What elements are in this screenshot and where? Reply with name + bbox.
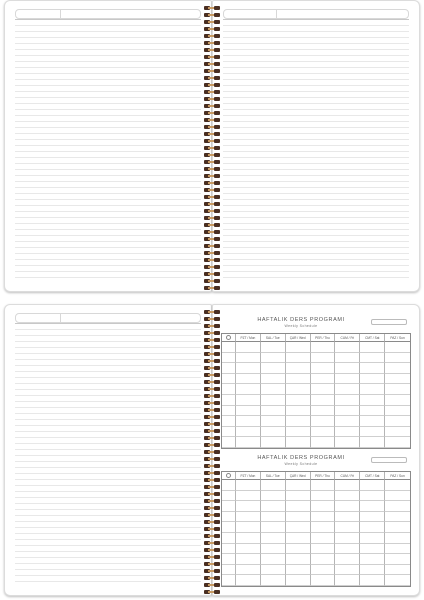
schedule-subtitle: Weekly Schedule: [284, 324, 318, 328]
schedule-cell[interactable]: [385, 565, 410, 576]
schedule-cell[interactable]: [360, 395, 385, 406]
schedule-cell[interactable]: [286, 363, 311, 374]
time-slot-cell[interactable]: [222, 384, 236, 395]
ruled-lines: [15, 19, 201, 281]
schedule-cell[interactable]: [311, 575, 336, 586]
spiral-ring: [203, 436, 221, 440]
schedule-cell[interactable]: [286, 512, 311, 523]
time-slot-cell[interactable]: [222, 522, 236, 533]
schedule-cell[interactable]: [236, 416, 261, 427]
schedule-cell[interactable]: [311, 437, 336, 448]
schedule-cell[interactable]: [385, 522, 410, 533]
schedule-cell[interactable]: [311, 416, 336, 427]
schedule-cell[interactable]: [385, 427, 410, 438]
schedule-cell[interactable]: [335, 491, 360, 502]
day-column-header: PZT / Mon: [236, 472, 261, 480]
schedule-cell[interactable]: [236, 512, 261, 523]
schedule-cell[interactable]: [286, 374, 311, 385]
schedule-cell[interactable]: [311, 480, 336, 491]
ruled-lines: [223, 19, 409, 281]
spiral-ring: [203, 555, 221, 559]
spiral-ring: [203, 478, 221, 482]
schedule-cell[interactable]: [335, 533, 360, 544]
schedule-cell[interactable]: [286, 554, 311, 565]
spiral-binding: [203, 6, 221, 290]
schedule-cell[interactable]: [261, 437, 286, 448]
schedule-cell[interactable]: [335, 427, 360, 438]
spiral-ring: [203, 562, 221, 566]
schedule-cell[interactable]: [385, 512, 410, 523]
schedule-cell[interactable]: [311, 427, 336, 438]
spiral-ring: [203, 415, 221, 419]
time-slot-cell[interactable]: [222, 575, 236, 586]
schedule-cell[interactable]: [286, 480, 311, 491]
schedule-title: HAFTALIK DERS PROGRAMI: [257, 455, 345, 461]
schedule-cell[interactable]: [360, 575, 385, 586]
schedule-cell[interactable]: [236, 342, 261, 353]
schedule-cell[interactable]: [385, 342, 410, 353]
schedule-cell[interactable]: [360, 491, 385, 502]
schedule-cell[interactable]: [311, 363, 336, 374]
time-column-header: [222, 472, 236, 480]
schedule-cell[interactable]: [311, 522, 336, 533]
spiral-ring: [203, 272, 221, 276]
schedule-cell[interactable]: [236, 374, 261, 385]
day-column-header: CUM / Fri: [335, 334, 360, 342]
schedule-cell[interactable]: [360, 565, 385, 576]
spiral-ring: [203, 76, 221, 80]
spiral-ring: [203, 195, 221, 199]
spiral-ring: [203, 244, 221, 248]
schedule-cell[interactable]: [360, 374, 385, 385]
schedule-cell[interactable]: [335, 565, 360, 576]
schedule-cell[interactable]: [360, 554, 385, 565]
schedule-cell[interactable]: [236, 565, 261, 576]
schedule-cell[interactable]: [311, 565, 336, 576]
schedule-cell[interactable]: [236, 575, 261, 586]
time-slot-cell[interactable]: [222, 416, 236, 427]
time-slot-cell[interactable]: [222, 363, 236, 374]
spiral-ring: [203, 188, 221, 192]
spiral-ring: [203, 324, 221, 328]
weekly-schedule: [221, 317, 411, 449]
spiral-ring: [203, 202, 221, 206]
schedule-cell[interactable]: [335, 353, 360, 364]
schedule-cell[interactable]: [311, 374, 336, 385]
schedule-cell[interactable]: [335, 374, 360, 385]
spiral-ring: [203, 69, 221, 73]
schedule-cell[interactable]: [385, 544, 410, 555]
time-slot-cell[interactable]: [222, 374, 236, 385]
day-column-header: SAL / Tue: [261, 334, 286, 342]
schedule-subtitle: Weekly Schedule: [284, 462, 318, 466]
schedule-cell[interactable]: [385, 437, 410, 448]
spiral-ring: [203, 485, 221, 489]
spiral-ring: [203, 258, 221, 262]
schedule-cell[interactable]: [335, 342, 360, 353]
schedule-cell[interactable]: [236, 437, 261, 448]
schedule-cell[interactable]: [385, 575, 410, 586]
schedule-cell[interactable]: [311, 501, 336, 512]
spiral-ring: [203, 450, 221, 454]
spiral-ring: [203, 90, 221, 94]
top-right-page: [212, 0, 420, 292]
spiral-ring: [203, 97, 221, 101]
day-column-header: CUM / Fri: [335, 472, 360, 480]
schedule-cell[interactable]: [335, 554, 360, 565]
schedule-cell[interactable]: [261, 363, 286, 374]
spiral-ring: [203, 160, 221, 164]
spiral-ring: [203, 429, 221, 433]
spiral-ring: [203, 34, 221, 38]
spiral-ring: [203, 181, 221, 185]
schedule-cell[interactable]: [385, 533, 410, 544]
schedule-cell[interactable]: [286, 395, 311, 406]
page-header-box: [15, 313, 201, 323]
time-slot-cell[interactable]: [222, 342, 236, 353]
schedule-cell[interactable]: [236, 406, 261, 417]
schedule-cell[interactable]: [385, 416, 410, 427]
schedule-cell[interactable]: [261, 395, 286, 406]
schedule-cell[interactable]: [286, 575, 311, 586]
spiral-ring: [203, 366, 221, 370]
schedule-cell[interactable]: [236, 522, 261, 533]
spiral-ring: [203, 286, 221, 290]
spiral-binding: [203, 310, 221, 594]
spiral-ring: [203, 541, 221, 545]
spiral-ring: [203, 83, 221, 87]
spiral-ring: [203, 548, 221, 552]
schedule-cell[interactable]: [236, 491, 261, 502]
day-column-header: CMT / Sat: [360, 472, 385, 480]
schedule-cell[interactable]: [236, 554, 261, 565]
spiral-ring: [203, 394, 221, 398]
schedule-page: [212, 304, 420, 596]
spiral-ring: [203, 457, 221, 461]
schedule-cell[interactable]: [385, 406, 410, 417]
spiral-ring: [203, 146, 221, 150]
schedule-cell[interactable]: [311, 384, 336, 395]
time-slot-cell[interactable]: [222, 437, 236, 448]
day-column-header: SAL / Tue: [261, 472, 286, 480]
spiral-ring: [203, 520, 221, 524]
spiral-ring: [203, 310, 221, 314]
time-slot-cell[interactable]: [222, 491, 236, 502]
bottom-left-page: [4, 304, 212, 596]
schedule-cell[interactable]: [236, 395, 261, 406]
schedule-cell[interactable]: [261, 406, 286, 417]
schedule-cell[interactable]: [286, 501, 311, 512]
spiral-ring: [203, 317, 221, 321]
spiral-ring: [203, 422, 221, 426]
schedule-cell[interactable]: [360, 437, 385, 448]
schedule-name-box: [371, 457, 407, 463]
schedule-grid: [221, 471, 411, 587]
schedule-cell[interactable]: [360, 533, 385, 544]
schedule-cell[interactable]: [385, 395, 410, 406]
spiral-ring: [203, 569, 221, 573]
schedule-cell[interactable]: [261, 353, 286, 364]
spiral-ring: [203, 352, 221, 356]
spiral-ring: [203, 534, 221, 538]
spiral-ring: [203, 499, 221, 503]
schedule-cell[interactable]: [261, 544, 286, 555]
schedule-cell[interactable]: [236, 363, 261, 374]
schedule-cell[interactable]: [360, 501, 385, 512]
spiral-ring: [203, 118, 221, 122]
top-notebook-spread: [0, 0, 424, 296]
schedule-cell[interactable]: [335, 437, 360, 448]
spiral-ring: [203, 576, 221, 580]
schedule-cell[interactable]: [385, 363, 410, 374]
time-slot-cell[interactable]: [222, 533, 236, 544]
day-column-header: PAZ / Sun: [385, 472, 410, 480]
schedule-cell[interactable]: [385, 480, 410, 491]
schedule-cell[interactable]: [236, 501, 261, 512]
day-column-header: PAZ / Sun: [385, 334, 410, 342]
spiral-ring: [203, 216, 221, 220]
time-slot-cell[interactable]: [222, 544, 236, 555]
schedule-cell[interactable]: [335, 575, 360, 586]
schedule-cell[interactable]: [286, 416, 311, 427]
spiral-ring: [203, 13, 221, 17]
schedule-cell[interactable]: [261, 384, 286, 395]
schedule-cell[interactable]: [385, 554, 410, 565]
schedule-cell[interactable]: [335, 384, 360, 395]
spiral-ring: [203, 55, 221, 59]
spiral-ring: [203, 132, 221, 136]
spiral-ring: [203, 167, 221, 171]
schedule-cell[interactable]: [236, 427, 261, 438]
spiral-ring: [203, 492, 221, 496]
schedule-title: HAFTALIK DERS PROGRAMI: [257, 317, 345, 323]
schedule-cell[interactable]: [360, 522, 385, 533]
schedule-cell[interactable]: [261, 501, 286, 512]
schedule-cell[interactable]: [261, 427, 286, 438]
schedule-cell[interactable]: [236, 480, 261, 491]
schedule-cell[interactable]: [286, 565, 311, 576]
day-column-header: ÇAR / Wed: [286, 334, 311, 342]
schedule-cell[interactable]: [385, 374, 410, 385]
spiral-ring: [203, 464, 221, 468]
spiral-ring: [203, 373, 221, 377]
spiral-ring: [203, 471, 221, 475]
spiral-ring: [203, 223, 221, 227]
time-slot-cell[interactable]: [222, 554, 236, 565]
schedule-cell[interactable]: [335, 363, 360, 374]
schedule-cell[interactable]: [385, 353, 410, 364]
schedule-cell[interactable]: [385, 501, 410, 512]
schedule-cell[interactable]: [286, 406, 311, 417]
schedule-cell[interactable]: [311, 491, 336, 502]
schedule-cell[interactable]: [360, 480, 385, 491]
day-column-header: PER / Thu: [311, 334, 336, 342]
schedule-cell[interactable]: [360, 363, 385, 374]
schedule-cell[interactable]: [335, 395, 360, 406]
spiral-ring: [203, 279, 221, 283]
spiral-ring: [203, 251, 221, 255]
schedule-cell[interactable]: [261, 480, 286, 491]
schedule-cell[interactable]: [261, 491, 286, 502]
schedule-cell[interactable]: [261, 554, 286, 565]
schedule-cell[interactable]: [236, 384, 261, 395]
schedule-cell[interactable]: [286, 437, 311, 448]
schedule-cell[interactable]: [360, 342, 385, 353]
spiral-ring: [203, 506, 221, 510]
spiral-ring: [203, 359, 221, 363]
schedule-cell[interactable]: [261, 533, 286, 544]
spiral-ring: [203, 48, 221, 52]
spiral-ring: [203, 237, 221, 241]
schedule-cell[interactable]: [335, 544, 360, 555]
schedule-cell[interactable]: [311, 353, 336, 364]
spiral-ring: [203, 527, 221, 531]
schedule-cell[interactable]: [311, 554, 336, 565]
time-slot-cell[interactable]: [222, 512, 236, 523]
schedule-cell[interactable]: [311, 395, 336, 406]
schedule-cell[interactable]: [261, 416, 286, 427]
spiral-ring: [203, 590, 221, 594]
day-column-header: CMT / Sat: [360, 334, 385, 342]
spiral-ring: [203, 41, 221, 45]
schedule-cell[interactable]: [286, 427, 311, 438]
spiral-ring: [203, 153, 221, 157]
schedule-cell[interactable]: [335, 416, 360, 427]
schedule-cell[interactable]: [261, 522, 286, 533]
spiral-ring: [203, 174, 221, 178]
schedule-cell[interactable]: [236, 544, 261, 555]
time-slot-cell[interactable]: [222, 353, 236, 364]
bottom-notebook-spread: [0, 304, 424, 600]
page-header-box: [15, 9, 201, 19]
schedule-cell[interactable]: [335, 522, 360, 533]
schedule-cell[interactable]: [311, 533, 336, 544]
time-slot-cell[interactable]: [222, 565, 236, 576]
schedule-cell[interactable]: [385, 384, 410, 395]
schedule-cell[interactable]: [286, 522, 311, 533]
page-header-box: [223, 9, 409, 19]
schedule-cell[interactable]: [360, 427, 385, 438]
schedule-cell[interactable]: [286, 533, 311, 544]
time-slot-cell[interactable]: [222, 406, 236, 417]
schedule-cell[interactable]: [261, 575, 286, 586]
spiral-ring: [203, 27, 221, 31]
schedule-cell[interactable]: [236, 353, 261, 364]
spiral-ring: [203, 104, 221, 108]
schedule-cell[interactable]: [335, 480, 360, 491]
spiral-ring: [203, 62, 221, 66]
schedule-cell[interactable]: [286, 491, 311, 502]
clock-icon: [226, 335, 231, 340]
spiral-ring: [203, 401, 221, 405]
ruled-lines: [15, 323, 201, 585]
spiral-ring: [203, 380, 221, 384]
schedule-cell[interactable]: [360, 416, 385, 427]
schedule-cell[interactable]: [261, 512, 286, 523]
spiral-ring: [203, 387, 221, 391]
schedule-cell[interactable]: [311, 544, 336, 555]
schedule-cell[interactable]: [360, 406, 385, 417]
schedule-cell[interactable]: [360, 512, 385, 523]
schedule-cell[interactable]: [261, 342, 286, 353]
schedule-cell[interactable]: [286, 384, 311, 395]
time-slot-cell[interactable]: [222, 427, 236, 438]
schedule-cell[interactable]: [385, 491, 410, 502]
time-slot-cell[interactable]: [222, 480, 236, 491]
schedule-cell[interactable]: [360, 544, 385, 555]
schedule-cell[interactable]: [286, 342, 311, 353]
spiral-ring: [203, 338, 221, 342]
weekly-schedule: [221, 455, 411, 587]
schedule-name-box: [371, 319, 407, 325]
schedule-cell[interactable]: [286, 544, 311, 555]
spiral-ring: [203, 443, 221, 447]
clock-icon: [226, 473, 231, 478]
schedule-cell[interactable]: [360, 384, 385, 395]
spiral-ring: [203, 583, 221, 587]
time-slot-cell[interactable]: [222, 501, 236, 512]
spiral-ring: [203, 230, 221, 234]
spiral-ring: [203, 265, 221, 269]
schedule-cell[interactable]: [311, 406, 336, 417]
spiral-ring: [203, 139, 221, 143]
schedule-cell[interactable]: [261, 374, 286, 385]
spiral-ring: [203, 111, 221, 115]
spiral-ring: [203, 20, 221, 24]
spiral-ring: [203, 513, 221, 517]
schedule-grid: [221, 333, 411, 449]
spiral-ring: [203, 345, 221, 349]
spiral-ring: [203, 408, 221, 412]
top-left-page: [4, 0, 212, 292]
spiral-ring: [203, 209, 221, 213]
schedule-cell[interactable]: [335, 512, 360, 523]
schedule-cell[interactable]: [311, 512, 336, 523]
schedule-cell[interactable]: [236, 533, 261, 544]
spiral-ring: [203, 6, 221, 10]
schedule-cell[interactable]: [311, 342, 336, 353]
schedule-cell[interactable]: [335, 406, 360, 417]
time-slot-cell[interactable]: [222, 395, 236, 406]
day-column-header: PER / Thu: [311, 472, 336, 480]
schedule-cell[interactable]: [261, 565, 286, 576]
day-column-header: PZT / Mon: [236, 334, 261, 342]
schedule-cell[interactable]: [286, 353, 311, 364]
day-column-header: ÇAR / Wed: [286, 472, 311, 480]
schedule-cell[interactable]: [360, 353, 385, 364]
spiral-ring: [203, 331, 221, 335]
spiral-ring: [203, 125, 221, 129]
schedule-cell[interactable]: [335, 501, 360, 512]
time-column-header: [222, 334, 236, 342]
